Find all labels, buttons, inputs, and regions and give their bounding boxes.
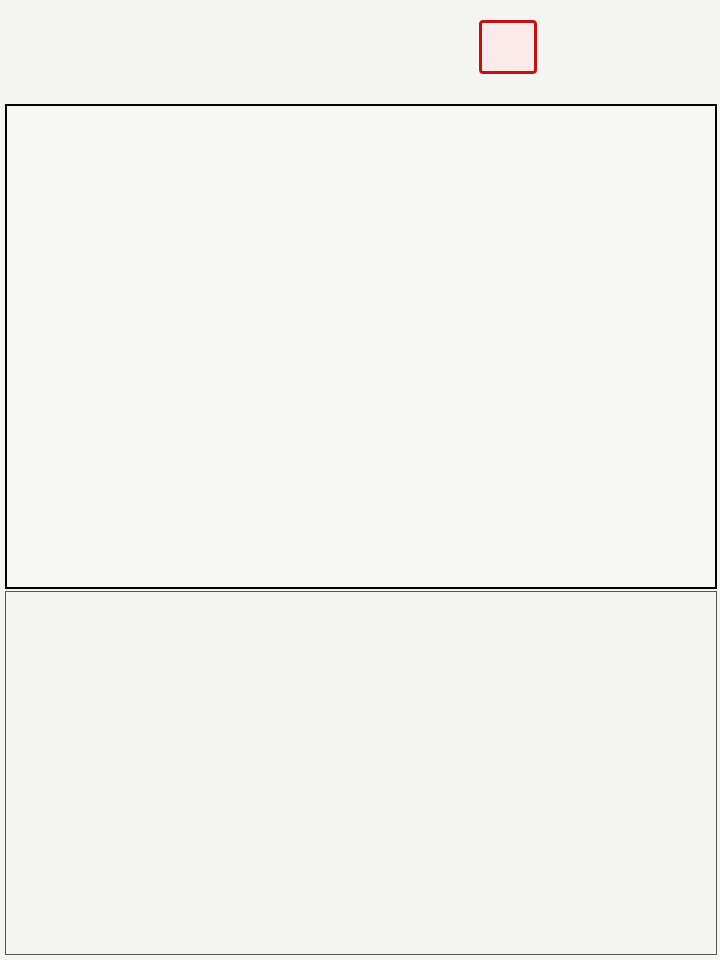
year-grid: [5, 591, 717, 955]
chart-table: [5, 104, 717, 589]
red-seal-icon: [479, 20, 537, 74]
